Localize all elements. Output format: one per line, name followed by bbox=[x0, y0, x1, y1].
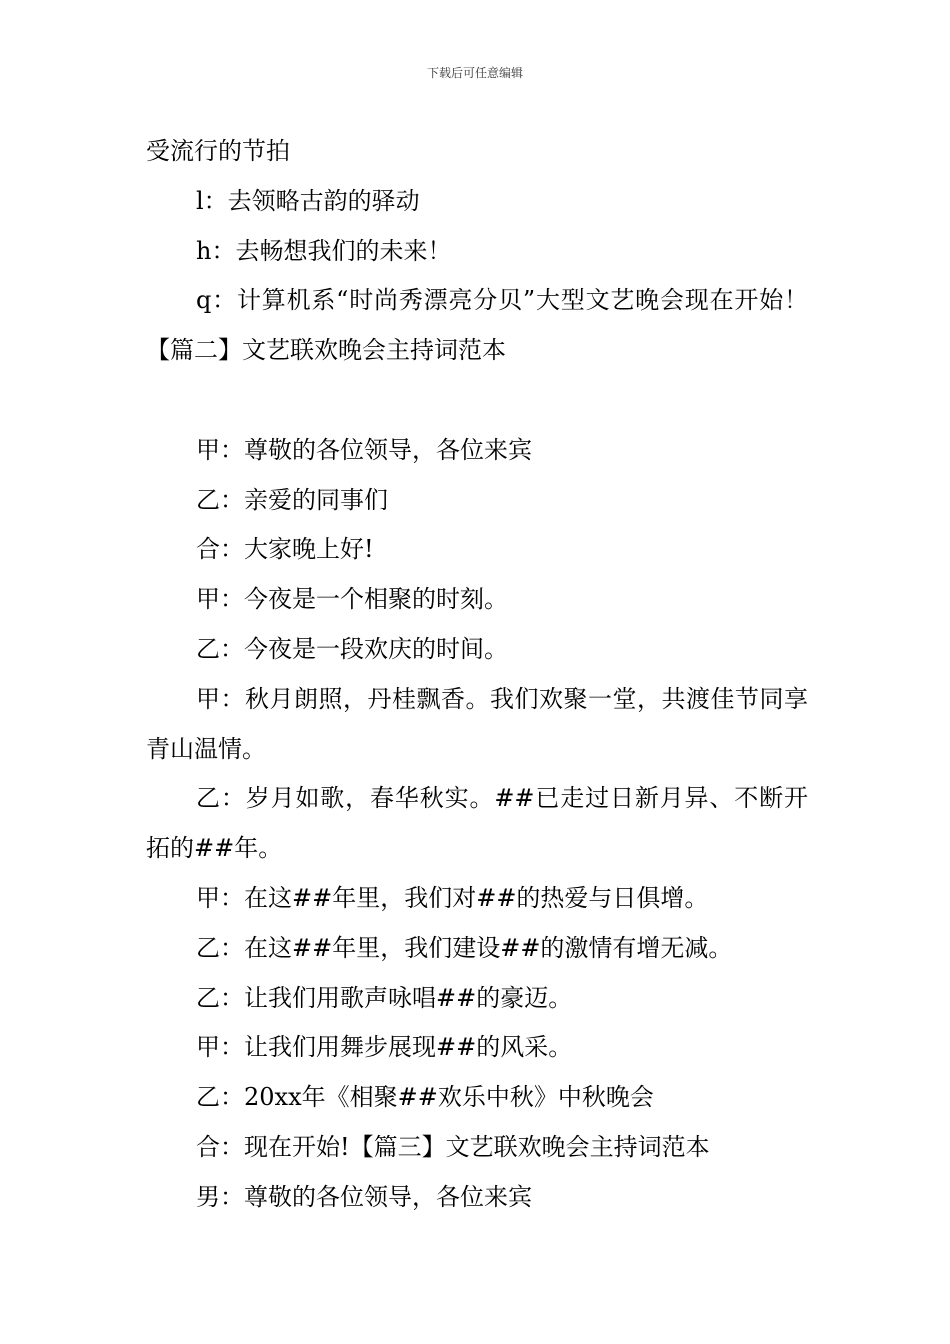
paragraph: 乙：亲爱的同事们 bbox=[196, 485, 388, 514]
paragraph: 甲：秋月朗照，丹桂飘香。我们欢聚一堂，共渡佳节同享青山温情。 bbox=[146, 684, 808, 763]
paragraph-continuation: 受流行的节拍 bbox=[146, 137, 290, 165]
paragraph: 甲：今夜是一个相聚的时刻。 bbox=[196, 585, 508, 614]
paragraph: 乙：在这##年里，我们建设##的激情有增无减。 bbox=[196, 933, 733, 962]
paragraph: 乙：让我们用歌声咏唱##的豪迈。 bbox=[196, 983, 573, 1012]
paragraph: 甲：尊敬的各位领导，各位来宾 bbox=[196, 435, 532, 464]
paragraph: 甲：在这##年里，我们对##的热爱与日俱增。 bbox=[196, 883, 709, 912]
paragraph: 男：尊敬的各位领导，各位来宾 bbox=[196, 1182, 532, 1211]
paragraph: 乙：20xx年《相聚##欢乐中秋》中秋晚会 bbox=[196, 1083, 654, 1112]
paragraph: 乙：岁月如歌，春华秋实。##已走过日新月异、不断开拓的##年。 bbox=[146, 784, 808, 863]
document-body bbox=[146, 127, 808, 1223]
blank-line bbox=[146, 376, 808, 426]
page-header-note: 下载后可任意编辑 bbox=[426, 66, 523, 80]
paragraph: q：计算机系“时尚秀漂亮分贝”大型文艺晚会现在开始！【篇二】文艺联欢晚会主持词范本 bbox=[146, 286, 808, 365]
paragraph: 甲：让我们用舞步展现##的风采。 bbox=[196, 1033, 573, 1062]
paragraph: 合：现在开始!【篇三】文艺联欢晚会主持词范本 bbox=[196, 1132, 710, 1161]
paragraph: 合：大家晚上好! bbox=[196, 535, 374, 564]
paragraph: l：去领略古韵的驿动 bbox=[196, 186, 420, 215]
paragraph: 乙：今夜是一段欢庆的时间。 bbox=[196, 634, 508, 663]
paragraph: h：去畅想我们的未来！ bbox=[196, 236, 452, 265]
